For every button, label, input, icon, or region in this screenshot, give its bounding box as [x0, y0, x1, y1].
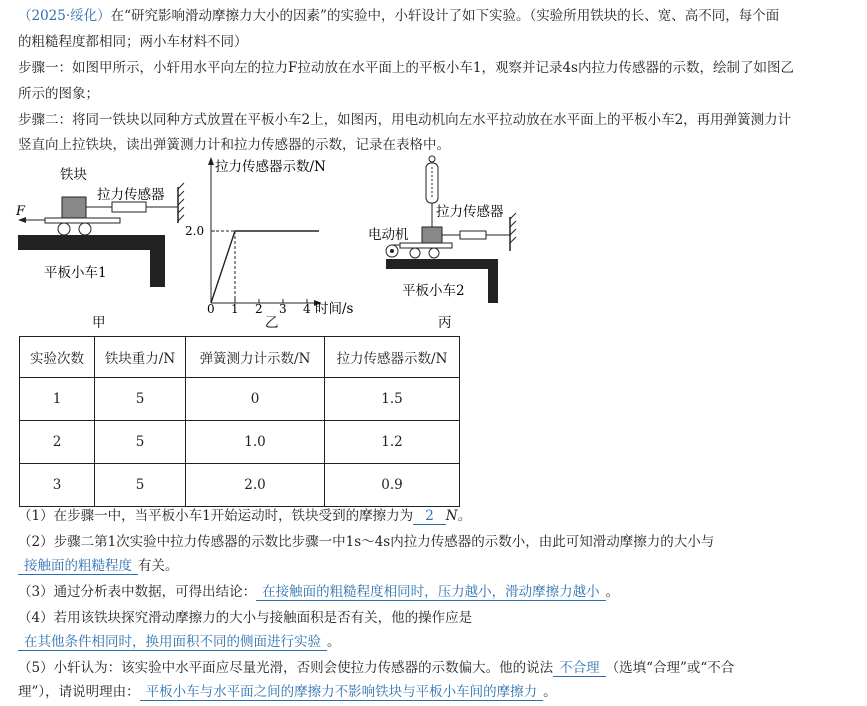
series-line	[211, 231, 319, 303]
yi-y-arrow	[208, 157, 214, 165]
jia-cart-board	[45, 218, 120, 223]
table-row	[20, 378, 460, 421]
bing-motor-axle	[390, 249, 394, 253]
question-5-line-2: 理”），请说明理由： 平板小车与水平面之间的摩擦力不影响铁块与平板小车间的摩擦力 。	[18, 684, 557, 700]
table-cell: 5	[95, 378, 186, 421]
table-cell: 3	[20, 464, 95, 507]
jia-block-label: 铁块	[60, 167, 87, 183]
table-cell: 2.0	[186, 464, 325, 507]
x-tick-label: 2	[255, 302, 263, 316]
x-tick-label: 4	[303, 302, 311, 316]
bing-cart-board	[400, 243, 452, 248]
bing-scale-hook-ring	[429, 156, 435, 162]
question-2-line-1: （2）步骤二第1次实验中拉力传感器的示数比步骤一中1s～4s内拉力传感器的示数小，由此可知滑动摩擦力的大小与	[18, 534, 715, 550]
jia-cart-label: 平板小车1	[44, 265, 107, 281]
bing-motor-label: 电动机	[368, 227, 409, 243]
question-4-line-1: （4）若用该铁块探究滑动摩擦力的大小与接触面积是否有关，他的操作应是	[18, 610, 473, 626]
answer-4: 在其他条件相同时，换用面积不同的侧面进行实验	[18, 634, 327, 651]
intro-line-1: （2025·绥化）在“研究影响滑动摩擦力大小的因素”的实验中，小轩设计了如下实验。（实验所用铁块的长、宽、高不同，每个面	[18, 8, 780, 24]
figure-bing	[360, 155, 530, 335]
x-tick-label: 1	[231, 302, 239, 316]
jia-wall-hatch	[178, 183, 184, 221]
yi-x-label: 时间/s	[315, 301, 354, 317]
yi-caption: 乙	[265, 315, 279, 331]
table-row	[20, 421, 460, 464]
question-4-line-2: 在其他条件相同时，换用面积不同的侧面进行实验 。	[18, 632, 341, 652]
bing-caption: 丙	[438, 315, 452, 331]
jia-cart-wheel-right	[79, 223, 91, 235]
bing-iron-block	[422, 227, 442, 243]
table-cell: 1	[20, 378, 95, 421]
jia-sensor-label: 拉力传感器	[97, 187, 165, 203]
table-header-row	[20, 337, 460, 378]
jia-caption: 甲	[92, 315, 106, 331]
answer-1: 2	[413, 508, 446, 525]
table-cell: 1.5	[325, 378, 460, 421]
table-cell: 0.9	[325, 464, 460, 507]
figure-yi-chart	[185, 155, 365, 335]
table-cell: 0	[186, 378, 325, 421]
jia-force-label: F	[16, 204, 26, 219]
step2-line-1: 步骤二：将同一铁块以同种方式放置在平板小车2上，如图丙，用电动机向左水平拉动放在水平面上的平板小车2，再用弹簧测力计	[18, 112, 792, 128]
bing-wall-hatch	[510, 213, 516, 243]
answer-2: 接触面的粗糙程度	[18, 558, 138, 575]
table-cell: 1.0	[186, 421, 325, 464]
table-header: 实验次数	[20, 337, 95, 378]
question-5-line-1: （5）小轩认为：该实验中水平面应尽量光滑，否则会使拉力传感器的示数偏大。他的说法 不合理 （选填“合理”或“不合	[18, 660, 735, 676]
step2-line-2: 竖直向上拉铁块，读出弹簧测力计和拉力传感器的示数，记录在表格中。	[18, 137, 450, 153]
answer-3: 在接触面的粗糙程度相同时，压力越小，滑动摩擦力越小	[256, 584, 606, 601]
answer-5b: 平板小车与水平面之间的摩擦力不影响铁块与平板小车间的摩擦力	[140, 684, 544, 701]
jia-cart-wheel-left	[58, 223, 70, 235]
bing-cart-wheel-right	[429, 248, 439, 258]
question-2-line-2: 接触面的粗糙程度 有关。	[18, 556, 179, 576]
intro-line-2: 的粗糙程度都相同；两小车材料不同）	[18, 34, 248, 50]
table-header: 铁块重力/N	[95, 337, 186, 378]
question-3: （3）通过分析表中数据，可得出结论： 在接触面的粗糙程度相同时，压力越小，滑动摩擦力越小 。	[18, 584, 620, 600]
bing-sensor-label: 拉力传感器	[436, 204, 504, 220]
table-header: 弹簧测力计示数/N	[186, 337, 325, 378]
table-header: 拉力传感器示数/N	[325, 337, 460, 378]
yi-y-label: 拉力传感器示数/N	[215, 159, 326, 175]
jia-iron-block	[62, 197, 86, 218]
answer-5a: 不合理	[553, 660, 606, 677]
table-cell: 5	[95, 421, 186, 464]
y-tick-label: 2.0	[185, 224, 205, 238]
question-source: （2025·绥化）	[18, 8, 111, 24]
figure-jia	[0, 155, 200, 335]
bing-sensor	[460, 231, 486, 239]
experiment-table	[19, 336, 460, 507]
bing-cart-label: 平板小车2	[402, 283, 465, 299]
table-cell: 1.2	[325, 421, 460, 464]
table-cell: 5	[95, 464, 186, 507]
table-row	[20, 464, 460, 507]
jia-sensor	[112, 202, 146, 212]
table-cell: 2	[20, 421, 95, 464]
step1-line-2: 所示的图象；	[18, 86, 99, 102]
bing-cart-wheel-left	[410, 248, 420, 258]
step1-line-1: 步骤一：如图甲所示，小轩用水平向左的拉力F拉动放在水平面上的平板小车1，观察并记录4s内拉力传感器的示数，绘制了如图乙	[18, 60, 794, 76]
question-1: （1）在步骤一中，当平板小车1开始运动时，铁块受到的摩擦力为 2 N。	[18, 508, 472, 524]
yi-origin-label: 0	[207, 302, 215, 316]
x-tick-label: 3	[279, 302, 287, 316]
